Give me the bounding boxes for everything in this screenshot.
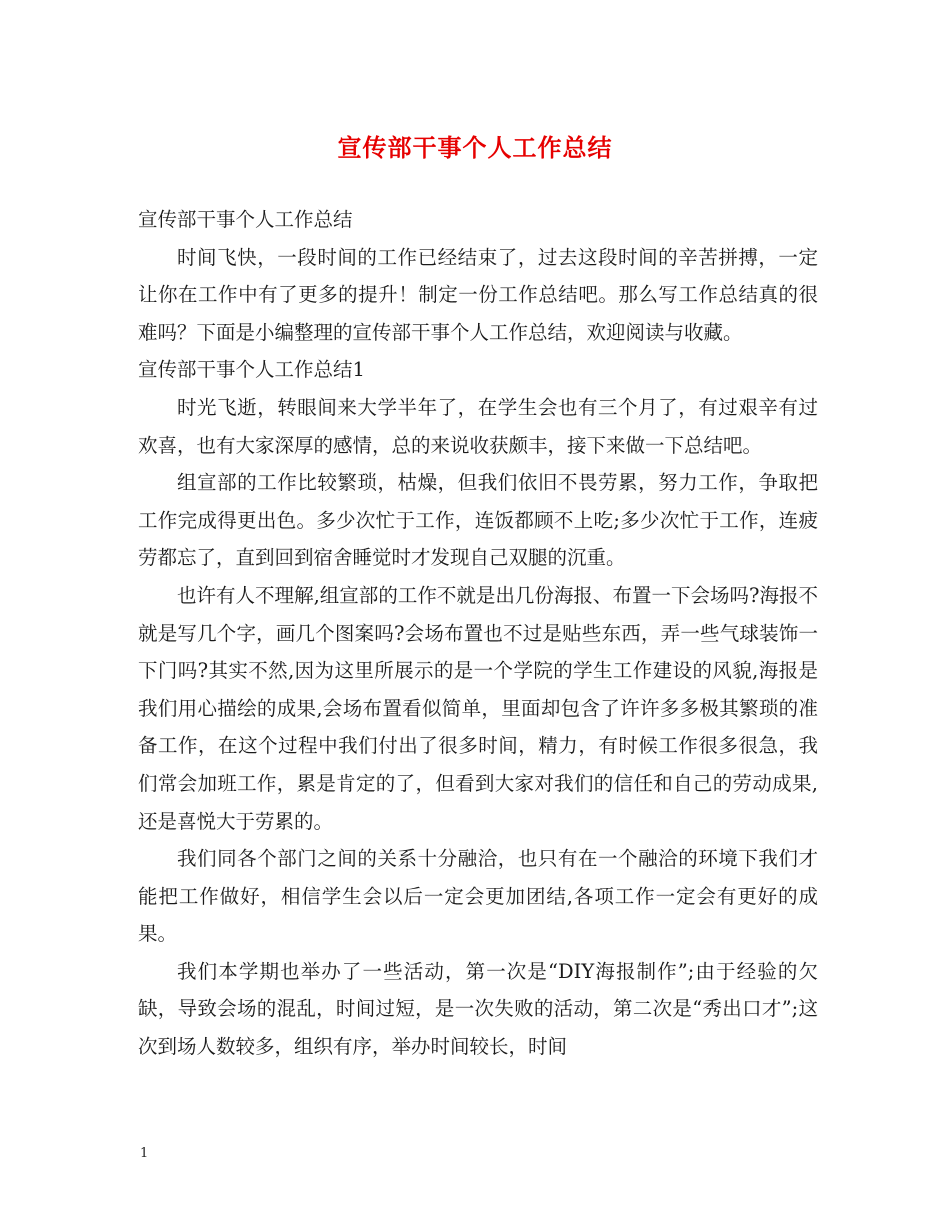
document-title: 宣传部干事个人工作总结 [337, 134, 613, 162]
body-paragraph: 时间飞快，一段时间的工作已经结束了，过去这段时间的辛苦拼搏，一定让你在工作中有了更多的提升！制定一份工作总结吧。那么写工作总结真的很难吗？下面是小编整理的宣传部干事个人工作总结，欢迎阅读与收藏。 [138, 245, 818, 344]
body-paragraph: 宣传部干事个人工作总结 [138, 208, 353, 231]
body-paragraph: 宣传部干事个人工作总结1 [138, 358, 365, 382]
body-paragraph: 组宣部的工作比较繁琐，枯燥，但我们依旧不畏劳累，努力工作，争取把工作完成得更出色。多少次忙于工作，连饭都顾不上吃;多少次忙于工作，连疲劳都忘了，直到回到宿舍睡觉时才发现自己双腿的沉重。 [138, 471, 818, 570]
body-paragraph: 我们同各个部门之间的关系十分融洽，也只有在一个融洽的环境下我们才能把工作做好，相信学生会以后一定会更加团结,各项工作一定会有更好的成果。 [138, 847, 818, 946]
body-paragraph: 时光飞逝，转眼间来大学半年了，在学生会也有三个月了，有过艰辛有过欢喜，也有大家深厚的感情，总的来说收获颇丰，接下来做一下总结吧。 [138, 395, 818, 457]
page-number: 1 [140, 1146, 149, 1161]
document-body [138, 201, 818, 1066]
body-paragraph: 也许有人不理解,组宣部的工作不就是出几份海报、布置一下会场吗?海报不就是写几个字，画几个图案吗?会场布置也不过是贴些东西，弄一些气球装饰一下门吗?其实不然,因为这里所展示的是一个学院的学生工作建设的风貌,海报是我们用心描绘的成果,会场布置看似简单，里面却包含了许许多多极其繁琐的准备工作，在这个过程中我们付出了很多时间，精力，有时候工作很多很急，我们常会加班工作，累是肯定的了，但看到大家对我们的信任和自己的劳动成果,还是喜悦大于劳累的。 [138, 583, 818, 833]
body-paragraph: 我们本学期也举办了一些活动，第一次是“DIY海报制作”;由于经验的欠缺，导致会场的混乱，时间过短，是一次失败的活动，第二次是“秀出口才”;这次到场人数较多，组织有序，举办时间较长，时间 [138, 959, 818, 1059]
